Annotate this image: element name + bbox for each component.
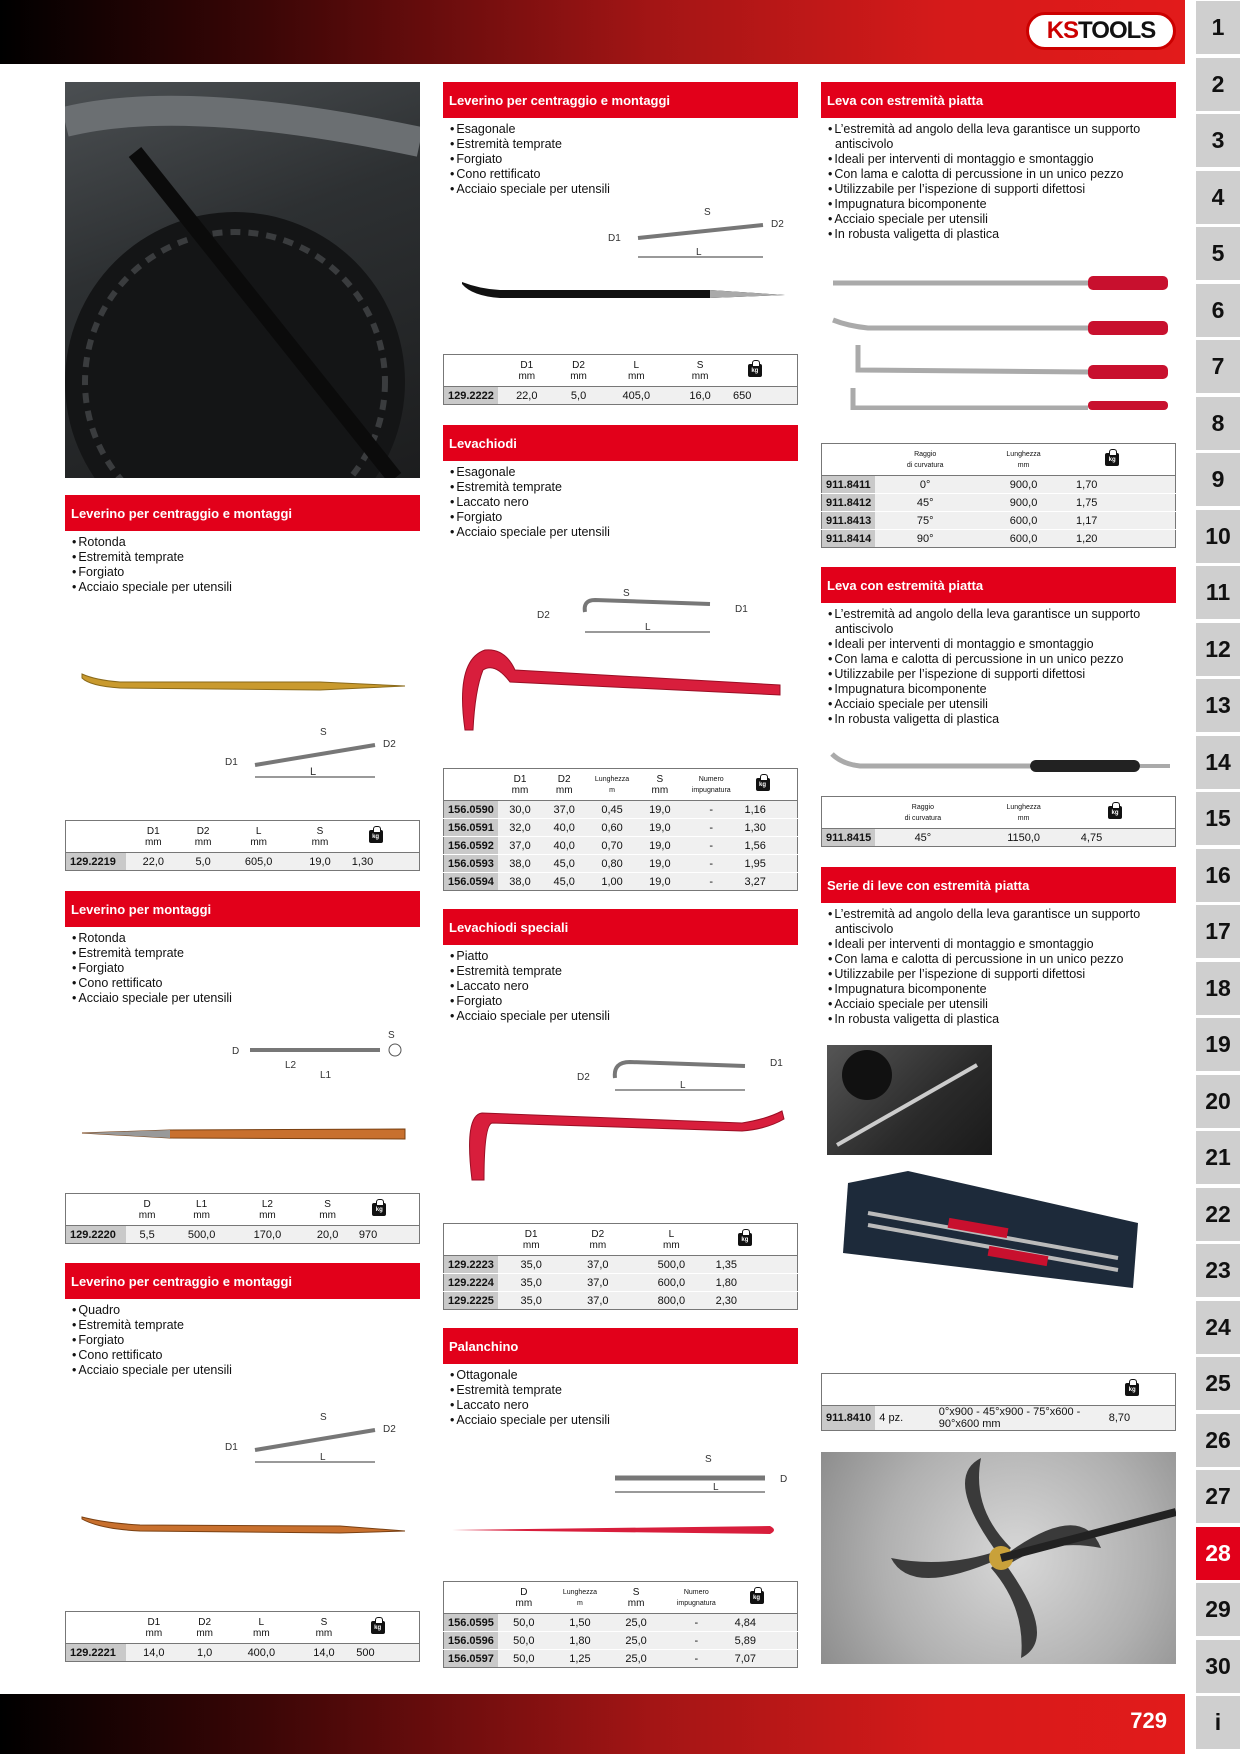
- table-row: 156.0591 32,0 40,0 0,60 19,0 - 1,30: [444, 819, 798, 837]
- weight-icon: [748, 364, 762, 377]
- feature-list: [448, 465, 793, 540]
- feature-item: • Ottagonale: [448, 1368, 793, 1383]
- spec-table: Raggio di curvatura Lunghezza mm kg 911.8415 45° 1150,0 4,75: [821, 796, 1176, 847]
- tab-29[interactable]: 29: [1196, 1583, 1240, 1636]
- tab-21[interactable]: 21: [1196, 1131, 1240, 1184]
- table-row: 156.0594 38,0 45,0 1,00 19,0 - 3,27: [444, 873, 798, 891]
- table-row: 156.0590 30,0 37,0 0,45 19,0 - 1,16: [444, 801, 798, 819]
- svg-text:D: D: [780, 1474, 788, 1485]
- feature-item: • Forgiato: [70, 565, 415, 580]
- svg-text:D1: D1: [770, 1058, 783, 1069]
- weight-icon: [750, 1591, 764, 1604]
- feature-item: • Utilizzabile per l’ispezione di supporti difettosi: [826, 667, 1171, 682]
- svg-text:D: D: [232, 1046, 240, 1057]
- svg-text:S: S: [388, 1030, 395, 1041]
- feature-list: [826, 122, 1171, 242]
- feature-item: • Estremità temprate: [448, 137, 793, 152]
- spec-table: [821, 1373, 1176, 1431]
- tab-28[interactable]: 28: [1196, 1527, 1240, 1580]
- table-row: 911.8413 75° 600,0 1,17: [822, 512, 1176, 530]
- dimension-drawing: [605, 1450, 795, 1500]
- spec-table: D1 mm D2 mm L mm S mm kg 129.2221 14,0 1,0 400,0 14,0 500: [65, 1611, 420, 1662]
- col-header: S mm: [292, 821, 348, 853]
- tab-7[interactable]: 7: [1196, 340, 1240, 393]
- svg-text:L: L: [320, 1452, 326, 1463]
- spec-table: D1 mm D2 mm L mm kg 129.2223 35,0 37,0 500,0 1,35 129.2224 35,0 37,0 600,0 1,80 129.2225 35,0 37,0 800,0 2,30: [443, 1223, 798, 1310]
- feature-list: [448, 949, 793, 1024]
- product-title: Serie di leve con estremità piatta: [821, 867, 1176, 903]
- feature-item: • Ideali per interventi di montaggio e smontaggio: [826, 637, 1171, 652]
- feature-item: • Laccato nero: [448, 495, 793, 510]
- svg-text:L: L: [645, 622, 651, 633]
- feature-item: • Acciaio speciale per utensili: [70, 991, 415, 1006]
- feature-item: • Utilizzabile per l’ispezione di supporti difettosi: [826, 967, 1171, 982]
- table-row: 911.8410 4 pz. 0°x900 - 45°x900 - 75°x600 - 90°x600 mm 8,70: [822, 1406, 1176, 1431]
- table-row: 156.0596 50,0 1,80 25,0 - 5,89: [444, 1632, 798, 1650]
- feature-item: • Estremità temprate: [70, 946, 415, 961]
- photo-illustration: [821, 1452, 1176, 1664]
- weight-icon: [756, 778, 770, 791]
- feature-list: [70, 1303, 415, 1378]
- tab-10[interactable]: 10: [1196, 510, 1240, 563]
- svg-text:D2: D2: [537, 610, 550, 621]
- tab-13[interactable]: 13: [1196, 679, 1240, 732]
- tab-2[interactable]: 2: [1196, 58, 1240, 111]
- feature-item: • Acciaio speciale per utensili: [448, 1413, 793, 1428]
- tab-27[interactable]: 27: [1196, 1470, 1240, 1523]
- table-row: 129.2222 22,0 5,0 405,0 16,0 650: [444, 387, 798, 405]
- weight-header: [348, 821, 404, 853]
- feature-item: • Laccato nero: [448, 1398, 793, 1413]
- svg-text:D2: D2: [577, 1072, 590, 1083]
- spec-table: [65, 820, 420, 871]
- tab-25[interactable]: 25: [1196, 1357, 1240, 1410]
- product-title: Leva con estremità piatta: [821, 82, 1176, 118]
- col-header: D2 mm: [181, 821, 225, 853]
- tool-image-gold-bar: [80, 670, 410, 700]
- table-row: 156.0595 50,0 1,50 25,0 - 4,84: [444, 1614, 798, 1632]
- feature-item: • Rotonda: [70, 535, 415, 550]
- spec-table: D1 mm D2 mm Lunghezza m S mm Numero impugnatura kg 156.0590 30,0 37,0 0,45 19,0 - 1,16 156.0591 32,0 40,0 0,60 19,0 - 1,30 156.0592 37,0 40,0 0,70 19,0 - 1,56 156.0593 38,0 45,0 0,80 19,0 - 1,95 156.0594 38,0 45,0 1,00 19,0 - 3,27: [443, 768, 798, 891]
- svg-text:D1: D1: [225, 1442, 238, 1453]
- table-row: 911.8415 45° 1150,0 4,75: [822, 829, 1176, 847]
- svg-text:L2: L2: [285, 1060, 297, 1071]
- sprocket-photo: [821, 1452, 1176, 1664]
- weight-icon: [369, 830, 383, 843]
- table-row: 156.0597 50,0 1,25 25,0 - 7,07: [444, 1650, 798, 1668]
- tab-3[interactable]: 3: [1196, 114, 1240, 167]
- svg-text:D1: D1: [608, 233, 621, 244]
- feature-item: • Forgiato: [70, 961, 415, 976]
- feature-item: • Acciaio speciale per utensili: [448, 182, 793, 197]
- dimension-drawing: [535, 582, 770, 642]
- feature-item: • Con lama e calotta di percussione in un unico pezzo: [826, 167, 1171, 182]
- table-row: 129.2219 22,0 5,0 605,0 19,0 1,30: [66, 853, 420, 871]
- table-row: 911.8414 90° 600,0 1,20: [822, 530, 1176, 548]
- feature-item: • Acciaio speciale per utensili: [448, 525, 793, 540]
- svg-text:D1: D1: [225, 757, 238, 768]
- photo-illustration: [827, 1045, 992, 1155]
- feature-item: • In robusta valigetta di plastica: [826, 1012, 1171, 1027]
- feature-list: [70, 931, 415, 1006]
- feature-item: • Estremità temprate: [448, 964, 793, 979]
- weight-icon: [372, 1203, 386, 1216]
- feature-item: • Forgiato: [70, 1333, 415, 1348]
- feature-list: [70, 535, 415, 595]
- svg-text:L: L: [680, 1080, 686, 1091]
- usage-photo: [827, 1045, 992, 1155]
- feature-item: • Acciaio speciale per utensili: [826, 697, 1171, 712]
- product-title: Leverino per centraggio e montaggi: [443, 82, 798, 118]
- tool-image-red-crowbar: [455, 640, 790, 740]
- spec-table: D mm Lunghezza m S mm Numero impugnatura kg 156.0595 50,0 1,50 25,0 - 4,84 156.0596 50,0 1,80 25,0 - 5,89 156.0597 50,0 1,25 25,0 - 7,07: [443, 1581, 798, 1668]
- tab-16[interactable]: 16: [1196, 849, 1240, 902]
- feature-item: • Acciaio speciale per utensili: [70, 580, 415, 595]
- dimension-drawing: [608, 205, 793, 265]
- tab-14[interactable]: 14: [1196, 736, 1240, 789]
- dimension-drawing: [225, 725, 405, 785]
- table-row: 129.2225 35,0 37,0 800,0 2,30: [444, 1292, 798, 1310]
- feature-list: [826, 607, 1171, 727]
- tool-image-long-pry-bar: [830, 752, 1175, 776]
- tool-image-orange-square-bar: [80, 1515, 410, 1545]
- svg-text:L: L: [310, 766, 317, 778]
- feature-item: • Esagonale: [448, 122, 793, 137]
- svg-text:S: S: [320, 727, 327, 738]
- case-photo: [838, 1163, 1148, 1293]
- svg-text:D2: D2: [383, 739, 396, 750]
- col-header: L mm: [225, 821, 292, 853]
- product-title: Leverino per montaggi: [65, 891, 420, 927]
- tool-image-red-long-bar: [450, 1522, 785, 1538]
- feature-item: • Impugnatura bicomponente: [826, 982, 1171, 997]
- table-row: 129.2221 14,0 1,0 400,0 14,0 500: [66, 1644, 420, 1662]
- product-title: Leva con estremità piatta: [821, 567, 1176, 603]
- feature-item: • Quadro: [70, 1303, 415, 1318]
- car-underbody-photo: [65, 82, 420, 478]
- page-number: 729: [1130, 1708, 1167, 1733]
- photo-illustration: [65, 82, 420, 478]
- feature-item: • Forgiato: [448, 510, 793, 525]
- feature-item: • Esagonale: [448, 465, 793, 480]
- svg-text:D2: D2: [383, 1424, 396, 1435]
- tab-8[interactable]: 8: [1196, 397, 1240, 450]
- feature-item: • Con lama e calotta di percussione in un unico pezzo: [826, 952, 1171, 967]
- feature-item: • In robusta valigetta di plastica: [826, 712, 1171, 727]
- tab-18[interactable]: 18: [1196, 962, 1240, 1015]
- table-row: 129.2223 35,0 37,0 500,0 1,35: [444, 1256, 798, 1274]
- weight-icon: [1125, 1383, 1139, 1396]
- weight-icon: [1105, 453, 1119, 466]
- svg-text:S: S: [320, 1412, 327, 1423]
- feature-item: • Estremità temprate: [70, 1318, 415, 1333]
- product-title: Levachiodi: [443, 425, 798, 461]
- feature-item: • In robusta valigetta di plastica: [826, 227, 1171, 242]
- feature-item: • Impugnatura bicomponente: [826, 682, 1171, 697]
- svg-text:L: L: [713, 1482, 719, 1493]
- svg-text:L1: L1: [320, 1070, 332, 1080]
- tab-30[interactable]: 30: [1196, 1640, 1240, 1693]
- svg-text:S: S: [704, 207, 711, 218]
- tab-20[interactable]: 20: [1196, 1075, 1240, 1128]
- tab-26[interactable]: 26: [1196, 1414, 1240, 1467]
- feature-item: • Estremità temprate: [448, 1383, 793, 1398]
- table-row: 156.0593 38,0 45,0 0,80 19,0 - 1,95: [444, 855, 798, 873]
- table-row: 156.0592 37,0 40,0 0,70 19,0 - 1,56: [444, 837, 798, 855]
- feature-item: • Acciaio speciale per utensili: [448, 1009, 793, 1024]
- tab-1[interactable]: 1: [1196, 1, 1240, 54]
- tab-23[interactable]: 23: [1196, 1244, 1240, 1297]
- product-title: Leverino per centraggio e montaggi: [65, 495, 420, 531]
- feature-item: • L’estremità ad angolo della leva garantisce un supporto antiscivolo: [826, 607, 1171, 637]
- svg-text:D2: D2: [771, 219, 784, 230]
- feature-item: • L’estremità ad angolo della leva garantisce un supporto antiscivolo: [826, 122, 1171, 152]
- feature-item: • Ideali per interventi di montaggio e smontaggio: [826, 937, 1171, 952]
- bottom-banner: [0, 1694, 1185, 1754]
- feature-item: • Estremità temprate: [448, 480, 793, 495]
- table-row: 129.2224 35,0 37,0 600,0 1,80: [444, 1274, 798, 1292]
- feature-item: • Laccato nero: [448, 979, 793, 994]
- product-title: Leverino per centraggio e montaggi: [65, 1263, 420, 1299]
- spec-table: Raggio di curvatura Lunghezza mm kg 911.8411 0° 900,0 1,70 911.8412 45° 900,0 1,75 911.8413 75° 600,0 1,17 911.8414 90° 600,0 1,20: [821, 443, 1176, 548]
- tab-5[interactable]: 5: [1196, 227, 1240, 280]
- dimension-drawing: [225, 1410, 405, 1470]
- svg-text:D1: D1: [735, 604, 748, 615]
- col-header: D1 mm: [126, 821, 182, 853]
- tab-i[interactable]: i: [1196, 1696, 1240, 1749]
- spec-table: D mm L1 mm L2 mm S mm kg 129.2220 5,5 500,0 170,0 20,0 970: [65, 1193, 420, 1244]
- tool-image-black-bar: [460, 280, 790, 310]
- feature-item: • Ideali per interventi di montaggio e smontaggio: [826, 152, 1171, 167]
- table-row: 911.8412 45° 900,0 1,75: [822, 494, 1176, 512]
- tab-9[interactable]: 9: [1196, 453, 1240, 506]
- feature-item: • L’estremità ad angolo della leva garantisce un supporto antiscivolo: [826, 907, 1171, 937]
- feature-item: • Con lama e calotta di percussione in un unico pezzo: [826, 652, 1171, 667]
- svg-text:S: S: [705, 1454, 712, 1465]
- feature-item: • Cono rettificato: [70, 976, 415, 991]
- feature-list: [448, 122, 793, 197]
- dimension-drawing: [575, 1050, 790, 1100]
- feature-item: • Cono rettificato: [448, 167, 793, 182]
- feature-item: • Acciaio speciale per utensili: [826, 997, 1171, 1012]
- feature-item: • Forgiato: [448, 152, 793, 167]
- feature-item: • Rotonda: [70, 931, 415, 946]
- tab-15[interactable]: 15: [1196, 792, 1240, 845]
- feature-item: • Acciaio speciale per utensili: [70, 1363, 415, 1378]
- tab-6[interactable]: 6: [1196, 284, 1240, 337]
- weight-icon: [738, 1233, 752, 1246]
- feature-list: [448, 1368, 793, 1428]
- svg-text:L: L: [696, 247, 702, 258]
- table-row: 129.2220 5,5 500,0 170,0 20,0 970: [66, 1226, 420, 1244]
- tool-image-orange-bar: [80, 1125, 410, 1145]
- ks-tools-logo: KS TOOLS: [1026, 12, 1176, 50]
- feature-item: • Utilizzabile per l’ispezione di supporti difettosi: [826, 182, 1171, 197]
- tab-24[interactable]: 24: [1196, 1301, 1240, 1354]
- tool-case-illustration: [838, 1163, 1148, 1293]
- feature-item: • Acciaio speciale per utensili: [826, 212, 1171, 227]
- tool-image-pry-bar-set: [828, 270, 1173, 410]
- weight-icon: [371, 1621, 385, 1634]
- chapter-tabs: [1196, 0, 1240, 1754]
- dimension-drawing: [230, 1030, 410, 1080]
- feature-item: • Piatto: [448, 949, 793, 964]
- tab-17[interactable]: 17: [1196, 905, 1240, 958]
- spec-table: D1 mm D2 mm L mm S mm kg 129.2222 22,0 5,0 405,0 16,0 650: [443, 354, 798, 405]
- tab-12[interactable]: 12: [1196, 623, 1240, 676]
- product-title: Levachiodi speciali: [443, 909, 798, 945]
- feature-item: • Impugnatura bicomponente: [826, 197, 1171, 212]
- product-title: Palanchino: [443, 1328, 798, 1364]
- table-row: 911.8411 0° 900,0 1,70: [822, 476, 1176, 494]
- feature-item: • Forgiato: [448, 994, 793, 1009]
- top-banner: [0, 0, 1185, 64]
- feature-list: [826, 907, 1171, 1027]
- tab-22[interactable]: 22: [1196, 1188, 1240, 1241]
- tool-image-red-special-bar: [462, 1105, 792, 1185]
- tab-4[interactable]: 4: [1196, 171, 1240, 224]
- svg-text:S: S: [623, 588, 630, 599]
- weight-icon: [1108, 806, 1122, 819]
- tab-19[interactable]: 19: [1196, 1018, 1240, 1071]
- feature-item: • Cono rettificato: [70, 1348, 415, 1363]
- feature-item: • Estremità temprate: [70, 550, 415, 565]
- tab-11[interactable]: 11: [1196, 566, 1240, 619]
